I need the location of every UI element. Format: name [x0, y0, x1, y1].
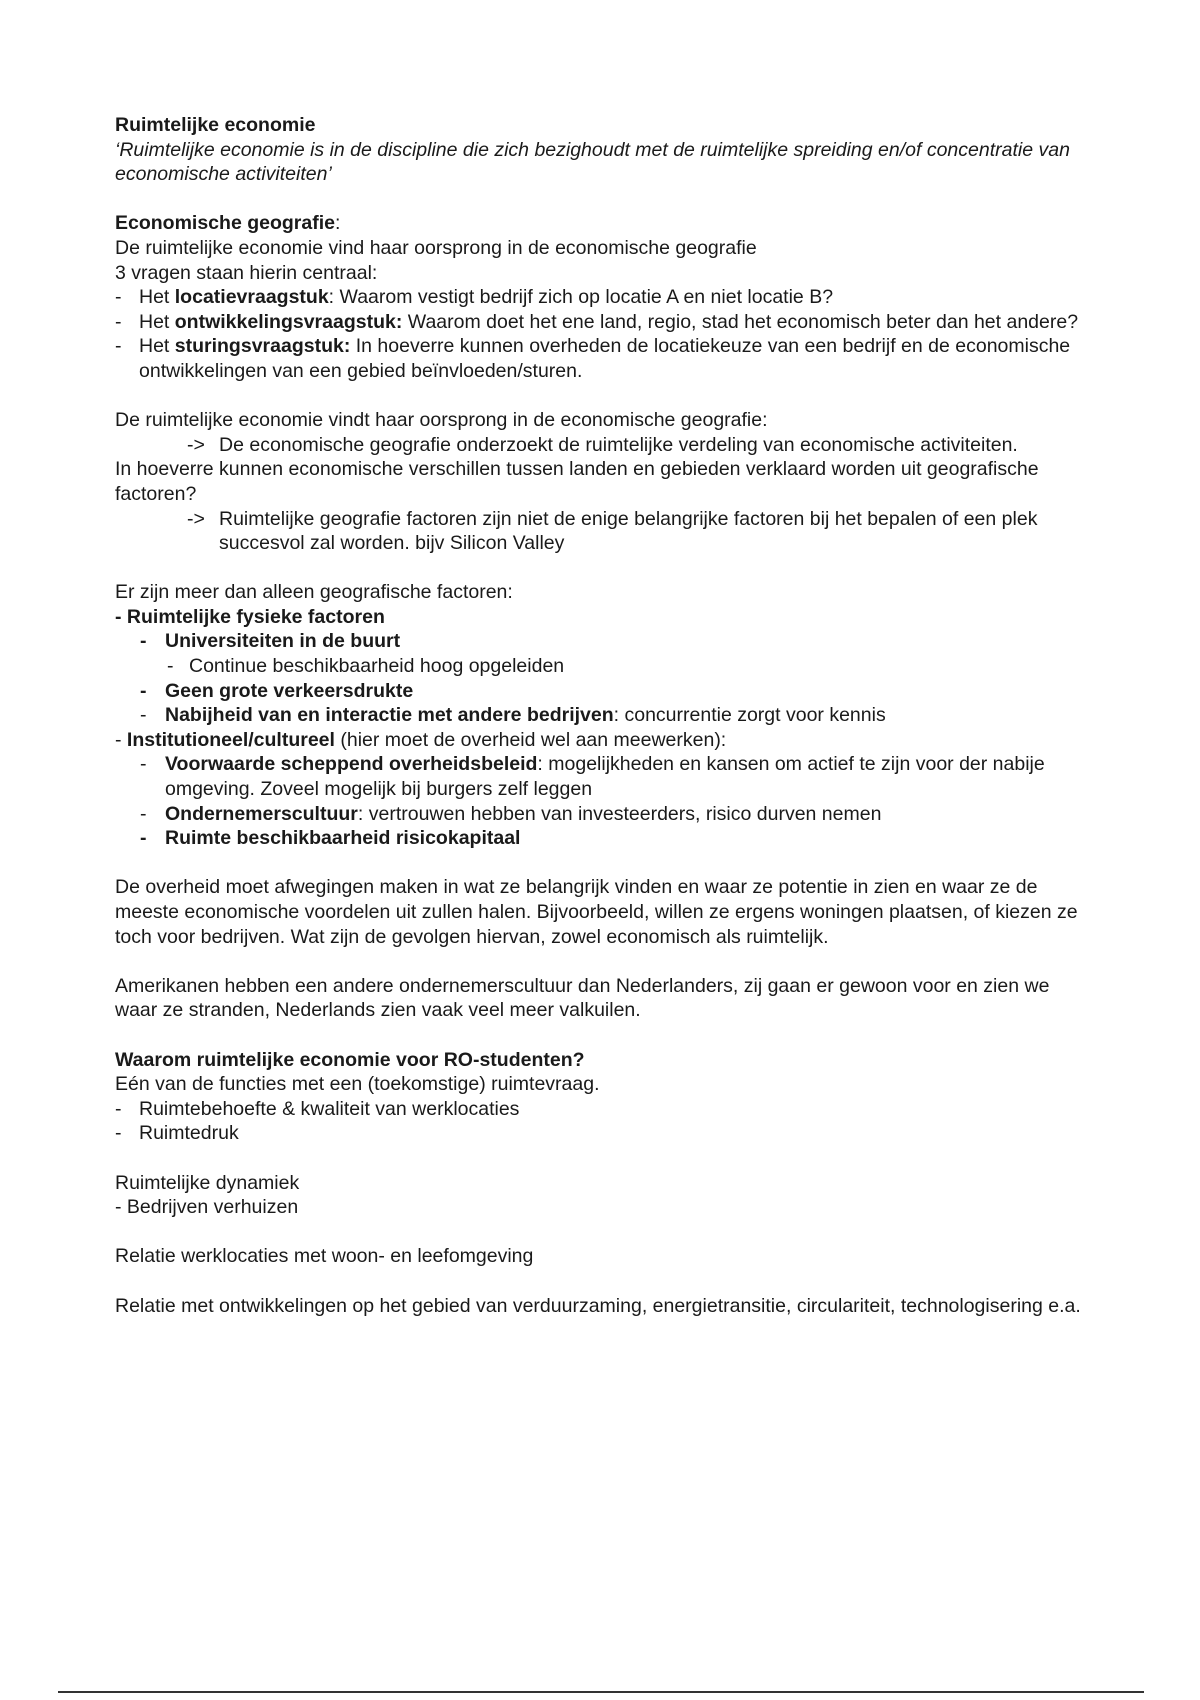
arrow-icon: -> — [187, 433, 205, 456]
list-item: - Ruimte beschikbaarheid risicokapitaal — [140, 827, 521, 850]
list-item: - Bedrijven verhuizen — [115, 1196, 299, 1219]
list-item: - Ruimtedruk — [115, 1122, 239, 1145]
paragraph: Amerikanen hebben een andere ondernemerscultuur dan Nederlanders, zij gaan er gewoon voor en zien we waar ze stranden, Nederlands zien vaak veel meer valkuilen. — [115, 974, 1050, 1022]
document-content — [115, 113, 1085, 1318]
document-title: Ruimtelijke economie — [115, 114, 316, 136]
section-heading-geografie: Economische geografie: — [115, 212, 341, 235]
list-item: - Nabijheid van en interactie met andere bedrijven: concurrentie zorgt voor kennis — [140, 704, 886, 727]
paragraph: Ruimtelijke dynamiek — [115, 1171, 300, 1194]
list-item: - Ruimtelijke fysieke factoren — [115, 605, 385, 628]
paragraph: Eén van de functies met een (toekomstige) ruimtevraag. — [115, 1073, 600, 1096]
paragraph: 3 vragen staan hierin centraal: — [115, 261, 378, 284]
section-heading-ro: Waarom ruimtelijke economie voor RO-studenten? — [115, 1048, 585, 1071]
arrow-note: -> De economische geografie onderzoekt de ruimtelijke verdeling van economische activiteiten. — [187, 433, 1018, 456]
list-item: - Het locatievraagstuk: Waarom vestigt bedrijf zich op locatie A en niet locatie B? — [115, 286, 834, 309]
paragraph: In hoeverre kunnen economische verschillen tussen landen en gebieden verklaard worden uit geografische factoren? — [115, 458, 1039, 505]
definition-quote: ‘Ruimtelijke economie is in de discipline die zich bezighoudt met de ruimtelijke spreiding en/of concentratie van economische activiteiten’ — [115, 138, 1070, 186]
list-item: - Geen grote verkeersdrukte — [140, 679, 414, 702]
list-item: - Continue beschikbaarheid hoog opgeleiden — [167, 655, 565, 678]
paragraph: Relatie werklocaties met woon- en leefomgeving — [115, 1245, 534, 1268]
list-item: - Ruimtebehoefte & kwaliteit van werklocaties — [115, 1097, 520, 1120]
paragraph: De ruimtelijke economie vindt haar oorsprong in de economische geografie: — [115, 409, 768, 432]
paragraph: Er zijn meer dan alleen geografische factoren: — [115, 581, 513, 604]
list-item: - Institutioneel/cultureel (hier moet de overheid wel aan meewerken): — [115, 728, 727, 751]
list-item: - Het sturingsvraagstuk: In hoeverre kunnen overheden de locatiekeuze van een bedrijf en de economische ontwikkelingen van een gebied beïnvloeden/sturen. — [115, 335, 1071, 382]
list-item: - Universiteiten in de buurt — [140, 630, 401, 653]
list-item: - Voorwaarde scheppend overheidsbeleid: mogelijkheden en kansen om actief te zijn voor der nabije omgeving. Zoveel mogelijk bij burgers zelf leggen — [140, 753, 1045, 801]
list-item: - Ondernemerscultuur: vertrouwen hebben van investeerders, risico durven nemen — [140, 802, 882, 825]
footer-divider — [58, 1691, 1144, 1693]
paragraph: Relatie met ontwikkelingen op het gebied van verduurzaming, energietransitie, circulariteit, technologisering e.a. — [115, 1294, 1081, 1317]
arrow-note: -> Ruimtelijke geografie factoren zijn niet de enige belangrijke factoren bij het bepalen of een plek succesvol zal worden. bijv Silicon Valley — [187, 507, 1038, 555]
paragraph: De ruimtelijke economie vind haar oorsprong in de economische geografie — [115, 236, 757, 259]
heading-text: Economische geografie — [115, 212, 335, 235]
list-item: - Het ontwikkelingsvraagstuk: Waarom doet het ene land, regio, stad het economisch beter dan het andere? — [115, 310, 1079, 333]
arrow-icon: -> — [187, 507, 205, 530]
paragraph: De overheid moet afwegingen maken in wat ze belangrijk vinden en waar ze potentie in zien en waar ze de meeste economische voordelen uit zullen halen. Bijvoorbeeld, willen ze ergens woningen plaatsen, of kiezen ze toch voor bedrijven. Wat zijn de gevolgen hiervan, zowel economisch als ruimtelijk. — [115, 876, 1078, 948]
